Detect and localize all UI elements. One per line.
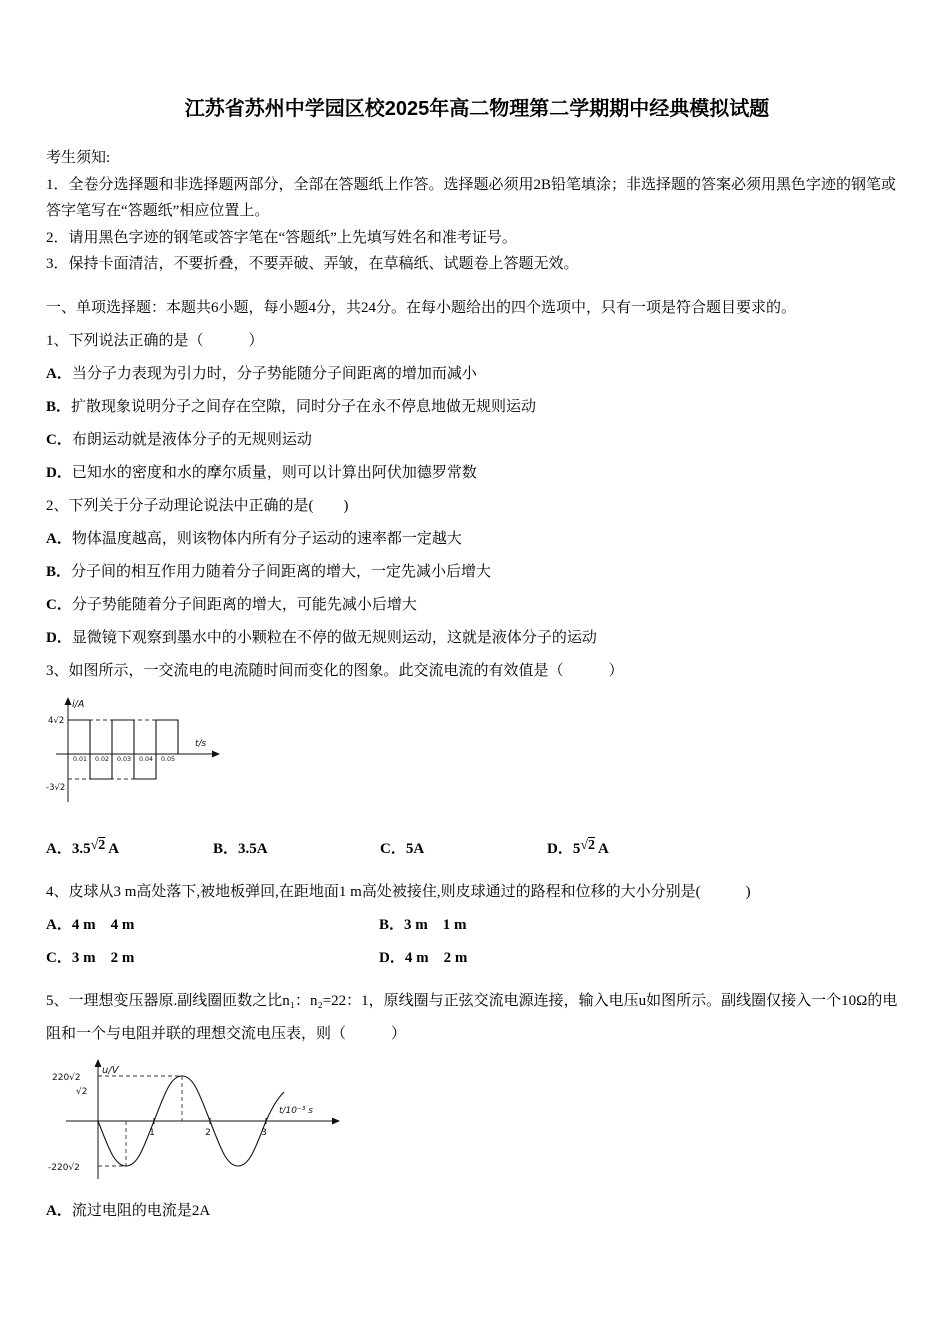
option-label: A．: [46, 365, 72, 382]
option-text: 3 m 1 m: [404, 916, 467, 933]
question-1-option-a: [46, 358, 908, 391]
option-label: C．: [46, 431, 72, 448]
notice-heading: 考生须知:: [46, 150, 111, 166]
question-4-option-a: [46, 909, 379, 942]
option-label: C．: [46, 949, 72, 966]
option-text: 3 m 2 m: [71, 949, 135, 966]
option-value: 3.5A: [238, 840, 268, 857]
notice-item-3: 3．保持卡面清洁，不要折叠，不要弄破、弄皱，在草稿纸、试题卷上答题无效。: [46, 256, 579, 272]
x-axis-arrow-icon: [332, 1117, 340, 1124]
option-label: A．: [46, 530, 72, 547]
x-tick-3: 3: [261, 1127, 267, 1138]
option-text: 物体温度越高，则该物体内所有分子运动的速率都一定越大: [71, 530, 462, 547]
x-tick-5: 0.05: [160, 755, 176, 763]
question-2-option-b: [46, 556, 908, 589]
option-unit: A: [105, 840, 120, 857]
question-5: [46, 985, 908, 1228]
y-min-label: -220√2: [48, 1162, 80, 1173]
question-5-stem: 5、一理想变压器原.副线圈匝数之比n₁：n₂=22：1，原线圈与正弦交流电源连接，输入电压u如图所示。副线圈仅接入一个10Ω的电阻和一个与电阻并联的理想交流电压表，则（ ）: [46, 992, 898, 1042]
y-axis-label: u/V: [102, 1064, 119, 1076]
option-text: 流过电阻的电流是2A: [71, 1202, 211, 1219]
x-tick-1: 0.01: [72, 755, 88, 763]
question-4-options: [46, 909, 908, 975]
x-tick-4: 0.04: [138, 755, 154, 763]
question-2-option-d: [46, 622, 908, 655]
option-text: 显微镜下观察到墨水中的小颗粒在不停的做无规则运动，这就是液体分子的运动: [71, 629, 597, 646]
radical-sign: √: [580, 837, 589, 853]
option-label: B．: [46, 398, 72, 415]
option-label: D．: [547, 840, 573, 857]
question-1-stem: 1、下列说法正确的是（ ）: [46, 332, 264, 349]
y-axis-label: i/A: [72, 698, 85, 710]
question-2-option-a: [46, 523, 908, 556]
question-3-option-a: [46, 833, 213, 866]
option-label: B．: [213, 840, 239, 857]
option-label: D．: [46, 629, 72, 646]
question-3-options: [46, 833, 908, 866]
option-label: D．: [379, 949, 405, 966]
option-label: B．: [379, 916, 405, 933]
y-axis-arrow-icon: [65, 697, 72, 705]
option-text: 分子势能随着分子间距离的增大，可能先减小后增大: [71, 596, 417, 613]
option-text: 4 m 2 m: [404, 949, 468, 966]
question-1-option-b: [46, 391, 908, 424]
voltage-time-graph: [46, 1057, 908, 1187]
x-tick-1: 1: [149, 1127, 155, 1138]
radicand: 2: [98, 837, 106, 853]
exam-title: 江苏省苏州中学园区校2025年高二物理第二学期期中经典模拟试题: [184, 98, 770, 120]
candidate-notice: [46, 145, 908, 278]
question-3-option-c: [380, 833, 547, 866]
question-2-option-c: [46, 589, 908, 622]
option-label: A．: [46, 1202, 72, 1219]
x-tick-2: 2: [205, 1127, 211, 1138]
option-label: D．: [46, 464, 72, 481]
option-text: 扩散现象说明分子之间存在空隙，同时分子在永不停息地做无规则运动: [71, 398, 537, 415]
option-label: B．: [46, 563, 72, 580]
question-4-option-d: [379, 942, 908, 975]
question-4-stem: 4、皮球从3 m高处落下,被地板弹回,在距地面1 m高处被接住,则皮球通过的路程和位移的大小分别是( ): [46, 883, 751, 900]
current-time-graph: [46, 694, 908, 819]
question-2-stem: 2、下列关于分子动理论说法中正确的是( ): [46, 497, 349, 514]
question-3-option-b: [213, 833, 380, 866]
question-1-option-c: [46, 424, 908, 457]
option-value: 5A: [405, 840, 425, 857]
y-max-label: 220√2: [52, 1072, 81, 1083]
x-axis-label: t/10⁻³ s: [279, 1105, 313, 1116]
x-axis-label: t/s: [195, 738, 207, 749]
x-tick-2: 0.02: [94, 755, 110, 763]
y-min-label: -3√2: [46, 782, 66, 793]
question-4: [46, 876, 908, 975]
section-1-heading: 一、单项选择题：本题共6小题，每小题4分，共24分。在每小题给出的四个选项中，只有一项是符合题目要求的。: [46, 299, 797, 316]
question-3-stem: 3、如图所示，一交流电的电流随时间而变化的图象。此交流电流的有效值是（ ）: [46, 662, 624, 679]
x-axis-arrow-icon: [212, 750, 220, 757]
square-root-expression: [580, 829, 595, 862]
question-4-option-b: [379, 909, 908, 942]
question-2: [46, 490, 908, 655]
option-label: A．: [46, 916, 72, 933]
option-text: 已知水的密度和水的摩尔质量，则可以计算出阿伏加德罗常数: [71, 464, 477, 481]
option-text: 分子间的相互作用力随着分子间距离的增大，一定先减小后增大: [71, 563, 492, 580]
y-mid-label: √2: [76, 1086, 88, 1097]
question-5-option-a: [46, 1195, 908, 1228]
option-text: 4 m 4 m: [71, 916, 135, 933]
notice-item-1: 1．全卷分选择题和非选择题两部分，全部在答题纸上作答。选择题必须用2B铅笔填涂；非选择题的答案必须用黑色字迹的钢笔或答字笔写在“答题纸”相应位置上。: [46, 176, 897, 219]
voltage-graph-svg: [46, 1057, 346, 1187]
question-4-option-c: [46, 942, 379, 975]
option-label: C．: [46, 596, 72, 613]
y-max-label: 4√2: [48, 715, 65, 726]
question-1: [46, 325, 908, 490]
question-3-option-d: [547, 833, 609, 866]
y-axis-arrow-icon: [95, 1059, 102, 1067]
current-graph-svg: [46, 694, 221, 819]
x-tick-3: 0.03: [116, 755, 132, 763]
option-unit: A: [595, 840, 609, 857]
option-label: C．: [380, 840, 406, 857]
radicand: 2: [588, 837, 596, 853]
option-label: A．: [46, 840, 72, 857]
question-1-option-d: [46, 457, 908, 490]
square-root-expression: [91, 829, 106, 862]
option-value: 3.5: [71, 840, 91, 857]
option-text: 布朗运动就是液体分子的无规则运动: [71, 431, 312, 448]
option-value: 5: [572, 840, 581, 857]
radical-sign: √: [90, 837, 99, 853]
option-text: 当分子力表现为引力时，分子势能随分子间距离的增加而减小: [71, 365, 477, 382]
square-wave-curve: [68, 720, 178, 779]
question-3: [46, 655, 908, 866]
notice-item-2: 2．请用黑色字迹的钢笔或答字笔在“答题纸”上先填写姓名和准考证号。: [46, 229, 517, 246]
